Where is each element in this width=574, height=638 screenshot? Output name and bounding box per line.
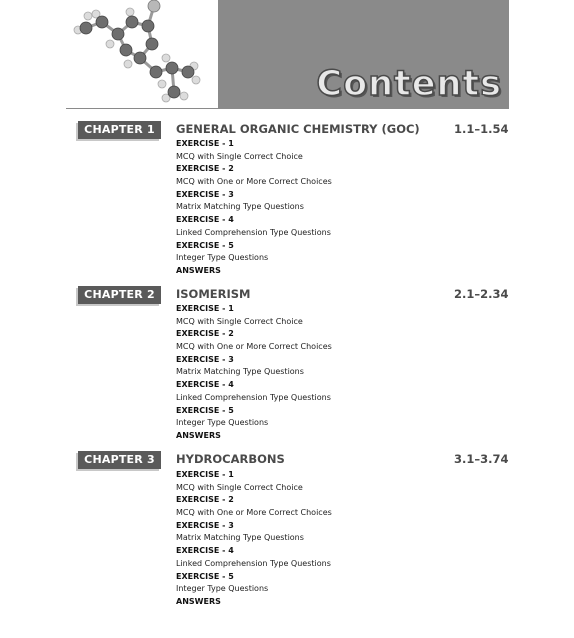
exercise-heading: EXERCISE - 5 [176, 571, 234, 581]
exercise-heading: EXERCISE - 4 [176, 380, 234, 390]
exercise-description: MCQ with One or More Correct Choices [176, 342, 332, 352]
answers-heading: ANSWERS [176, 265, 221, 275]
exercise-heading: EXERCISE - 1 [176, 470, 234, 479]
exercise-description: MCQ with One or More Correct Choices [176, 177, 332, 187]
chapter-pages: 3.1–3.74 [454, 452, 509, 466]
exercise-heading: EXERCISE - 2 [176, 329, 234, 339]
chapter-badge: CHAPTER 1 [78, 121, 161, 139]
chapter-badge: CHAPTER 3 [78, 451, 161, 469]
exercise-heading: EXERCISE - 2 [176, 495, 234, 505]
exercise-heading: EXERCISE - 5 [176, 240, 234, 250]
header-divider [66, 108, 509, 109]
chapter-badge: CHAPTER 2 [78, 286, 161, 304]
exercise-heading: EXERCISE - 4 [176, 215, 234, 225]
exercise-heading: EXERCISE - 4 [176, 546, 234, 556]
answers-heading: ANSWERS [176, 430, 221, 440]
exercise-list [176, 138, 332, 278]
chapter-title[interactable]: HYDROCARBONS [176, 452, 285, 466]
exercise-heading: EXERCISE - 1 [176, 139, 234, 148]
chapter-pages: 1.1–1.54 [454, 122, 509, 136]
exercise-description: MCQ with One or More Correct Choices [176, 508, 332, 518]
molecule-icon [66, 0, 218, 109]
exercise-description: Integer Type Questions [176, 253, 269, 263]
molecule-illustration [66, 0, 218, 109]
exercise-list [176, 469, 332, 609]
exercise-description: Matrix Matching Type Questions [176, 367, 304, 377]
exercise-description: Integer Type Questions [176, 418, 269, 428]
exercise-list [176, 303, 332, 443]
exercise-description: Linked Comprehension Type Questions [176, 558, 331, 568]
exercise-heading: EXERCISE - 2 [176, 164, 234, 174]
exercise-description: Matrix Matching Type Questions [176, 202, 304, 212]
exercise-heading: EXERCISE - 3 [176, 189, 234, 199]
exercise-description: Integer Type Questions [176, 584, 269, 594]
page-title: Contents [316, 64, 502, 104]
answers-heading: ANSWERS [176, 596, 221, 606]
exercise-description: Linked Comprehension Type Questions [176, 227, 331, 237]
exercise-heading: EXERCISE - 5 [176, 405, 234, 415]
exercise-description: MCQ with Single Correct Choice [176, 151, 303, 161]
exercise-heading: EXERCISE - 1 [176, 304, 234, 313]
exercise-description: Matrix Matching Type Questions [176, 533, 304, 543]
exercise-description: MCQ with Single Correct Choice [176, 482, 303, 492]
chapter-title[interactable]: GENERAL ORGANIC CHEMISTRY (GOC) [176, 122, 420, 136]
exercise-heading: EXERCISE - 3 [176, 520, 234, 530]
chapter-pages: 2.1–2.34 [454, 287, 509, 301]
chapter-title[interactable]: ISOMERISM [176, 287, 251, 301]
exercise-heading: EXERCISE - 3 [176, 354, 234, 364]
exercise-description: MCQ with Single Correct Choice [176, 316, 303, 326]
exercise-description: Linked Comprehension Type Questions [176, 392, 331, 402]
